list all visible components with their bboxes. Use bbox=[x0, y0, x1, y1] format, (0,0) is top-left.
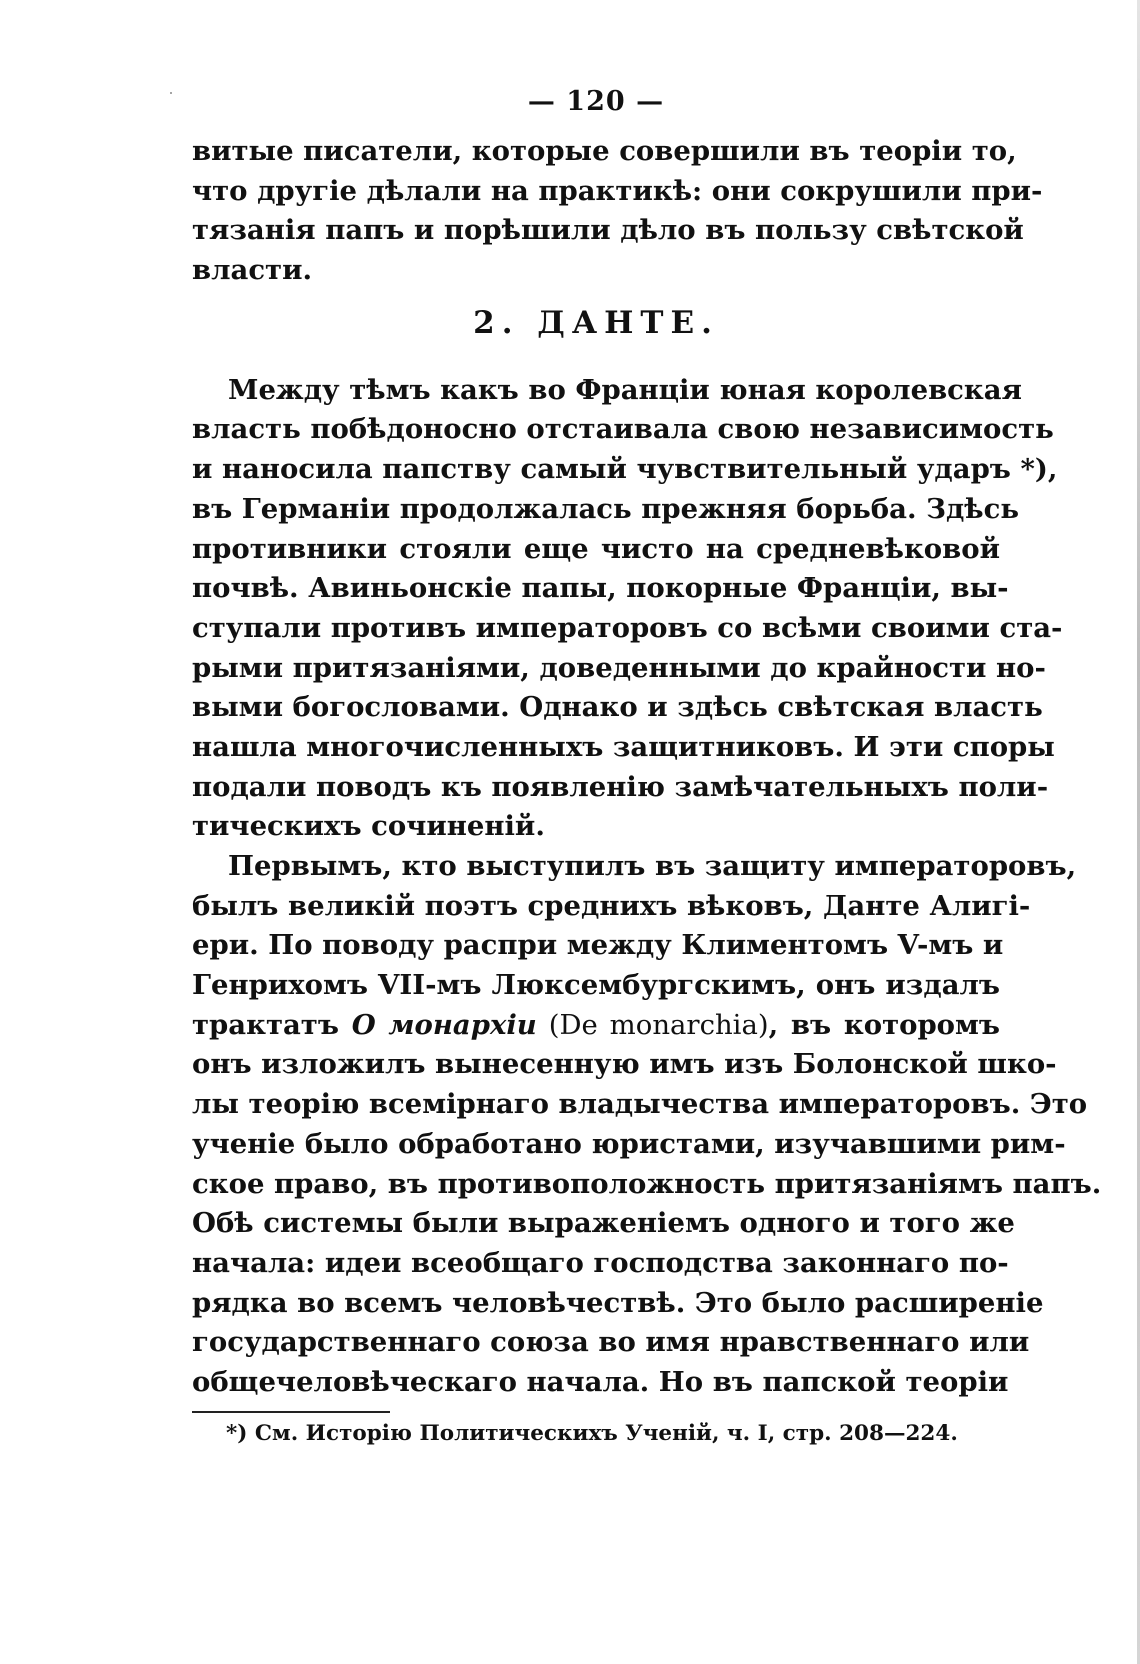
text-line: противники стояли еще чисто на средневѣковой bbox=[192, 532, 1000, 565]
text-line: Между тѣмъ какъ во Франціи юная королевская bbox=[228, 373, 1022, 406]
text-line: выми богословами. Однако и здѣсь свѣтская власть bbox=[192, 691, 1043, 724]
text-line: ступали противъ императоровъ со всѣми своими ста- bbox=[192, 611, 1063, 644]
text-line: Первымъ, кто выступилъ въ защиту императоровъ, bbox=[228, 850, 1077, 882]
footnote-separator bbox=[192, 1411, 390, 1413]
text-line: и наносила папству самый чувствительный ударъ *), bbox=[192, 453, 1058, 486]
text-line: въ Германіи продолжалась прежняя борьба. Здѣсь bbox=[192, 492, 1020, 525]
text-line: рядка во всемъ человѣчествѣ. Это было расширеніе bbox=[192, 1286, 1044, 1319]
paragraph-2 bbox=[192, 847, 1102, 1403]
text-line: государственнаго союза во имя нравственнаго или bbox=[192, 1326, 1030, 1359]
text-line: онъ изложилъ вынесенную имъ изъ Болонской шко- bbox=[192, 1048, 1057, 1081]
text-line: власть побѣдоносно отстаивала свою независимость bbox=[192, 413, 1054, 446]
text-line: ское право, въ противоположность притязаніямъ папъ. bbox=[192, 1167, 1102, 1200]
paragraph-continuation bbox=[192, 132, 1043, 291]
text-line: ученіе было обработано юристами, изучавшими рим- bbox=[192, 1127, 1066, 1160]
text-line-treatise bbox=[192, 1006, 1000, 1046]
text-line: общечеловѣческаго начала. Но въ папской теоріи bbox=[192, 1365, 1009, 1398]
footnote: *) См. Исторію Политическихъ Ученій, ч. I, стр. 208—224. bbox=[226, 1420, 958, 1446]
text-line: рыми притязаніями, доведенными до крайности но- bbox=[192, 651, 1046, 684]
section-heading: 2. ДАНТЕ. bbox=[473, 304, 719, 341]
text-line: Генрихомъ VII-мъ Люксембургскимъ, онъ издалъ bbox=[192, 969, 1000, 1002]
text-line: власти. bbox=[192, 254, 313, 287]
text-line: ери. По поводу распри между Климентомъ V-мъ и bbox=[192, 929, 1004, 962]
page-number: — 120 — bbox=[527, 86, 665, 117]
text-line: почвѣ. Авиньонскіе папы, покорные Франціи, вы- bbox=[192, 572, 1009, 605]
text-line: лы теорію всемірнаго владычества императоровъ. Это bbox=[192, 1088, 1088, 1121]
book-page bbox=[192, 80, 1102, 1451]
text-line: начала: идеи всеобщаго господства законнаго по- bbox=[192, 1246, 1009, 1279]
treatise-after: , въ которомъ bbox=[768, 1008, 1001, 1041]
text-line: тическихъ сочиненій. bbox=[192, 810, 545, 843]
text-line: тязанія папъ и порѣшили дѣло въ пользу свѣтской bbox=[192, 214, 1024, 247]
treatise-title: О монархіи bbox=[351, 1008, 537, 1041]
text-line: нашла многочисленныхъ защитниковъ. И эти споры bbox=[192, 730, 1055, 763]
text-line: Обѣ системы были выраженіемъ одного и того же bbox=[192, 1207, 1015, 1240]
treatise-before: трактатъ bbox=[192, 1008, 352, 1041]
scan-speck bbox=[170, 92, 172, 94]
text-line: что другіе дѣлали на практикѣ: они сокрушили при- bbox=[192, 174, 1043, 207]
text-line: былъ великій поэтъ среднихъ вѣковъ, Данте Алигі- bbox=[192, 889, 1031, 922]
text-line: подали поводъ къ появленію замѣчательныхъ поли- bbox=[192, 770, 1049, 803]
text-line: витые писатели, которые совершили въ теоріи то, bbox=[192, 135, 1017, 167]
treatise-latin: (De monarchia) bbox=[536, 1008, 769, 1041]
paragraph-1 bbox=[192, 371, 1063, 847]
